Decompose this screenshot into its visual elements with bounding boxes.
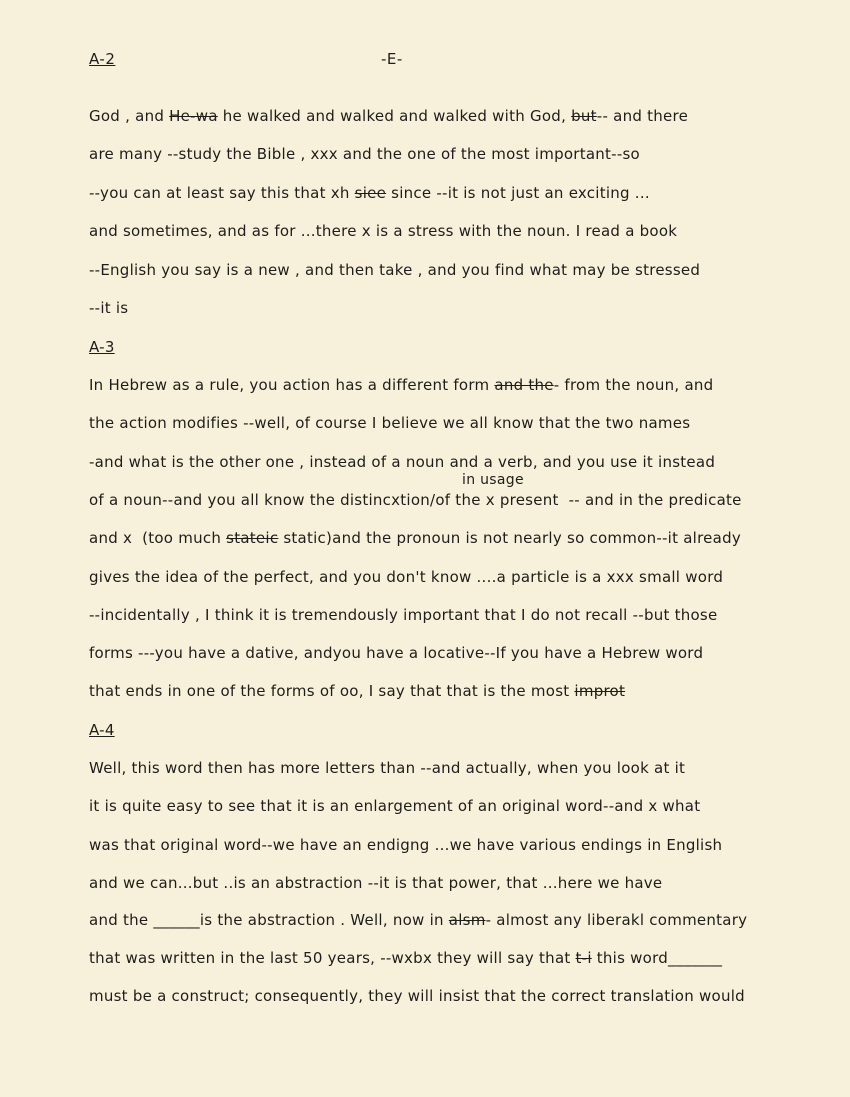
text-line: and the ______is the abstraction . Well, now in alsm- almost any liberakl commentary	[89, 911, 748, 929]
text-line: and x (too much stateic static)and the pronoun is not nearly so common--it already	[89, 529, 741, 547]
struck-text: alsm	[448, 911, 486, 929]
text-line: --incidentally , I think it is tremendously important that I do not recall --but those	[89, 606, 718, 624]
text-line: --English you say is a new , and then take , and you find what may be stressed	[89, 261, 701, 279]
text-line: are many --study the Bible , xxx and the one of the most important--so	[89, 145, 640, 163]
struck-text: stateic	[226, 529, 279, 547]
text-line: it is quite easy to see that it is an enlargement of an original word--and x what	[89, 797, 701, 815]
struck-text: improt	[574, 682, 626, 700]
text-line: God , and He-wa he walked and walked and walked with God, but-- and there	[89, 107, 689, 125]
text-line: the action modifies --well, of course I believe we all know that the two names	[89, 414, 691, 432]
struck-text: He-wa	[169, 107, 218, 125]
struck-text: but	[571, 107, 597, 125]
text-line: forms ---you have a dative, andyou have a locative--If you have a Hebrew word	[89, 644, 704, 662]
text-line: of a noun--and you all know the distincxtion/of the x present -- and in the predicate	[89, 491, 742, 509]
section-label-a3: A-3	[89, 338, 115, 356]
text-line: and we can...but ..is an abstraction --it is that power, that ...here we have	[89, 874, 663, 892]
text-line: and sometimes, and as for ...there x is a stress with the noun. I read a book	[89, 222, 678, 240]
text-line: Well, this word then has more letters than --and actually, when you look at it	[89, 759, 686, 777]
page-marker: -E-	[381, 50, 403, 68]
section-label-a4: A-4	[89, 721, 115, 739]
interlinear-insertion: in usage	[462, 472, 524, 488]
text-line: --it is	[89, 299, 129, 317]
text-line: must be a construct; consequently, they will insist that the correct translation would	[89, 987, 745, 1005]
text-line: gives the idea of the perfect, and you don't know ....a particle is a xxx small word	[89, 568, 724, 586]
struck-text: t-i	[575, 949, 592, 967]
text-line: --you can at least say this that xh siee since --it is not just an exciting ...	[89, 184, 650, 202]
text-line: that was written in the last 50 years, --wxbx they will say that t-i this word_______	[89, 949, 723, 967]
text-line: that ends in one of the forms of oo, I say that that is the most improt	[89, 682, 626, 700]
text-line: was that original word--we have an endigng ...we have various endings in English	[89, 836, 723, 854]
text-line: In Hebrew as a rule, you action has a different form and the- from the noun, and	[89, 376, 714, 394]
struck-text: and the	[494, 376, 554, 394]
section-label-a2: A-2	[89, 50, 116, 68]
struck-text: siee	[354, 184, 387, 202]
text-line: -and what is the other one , instead of a noun and a verb, and you use it instead	[89, 453, 716, 471]
